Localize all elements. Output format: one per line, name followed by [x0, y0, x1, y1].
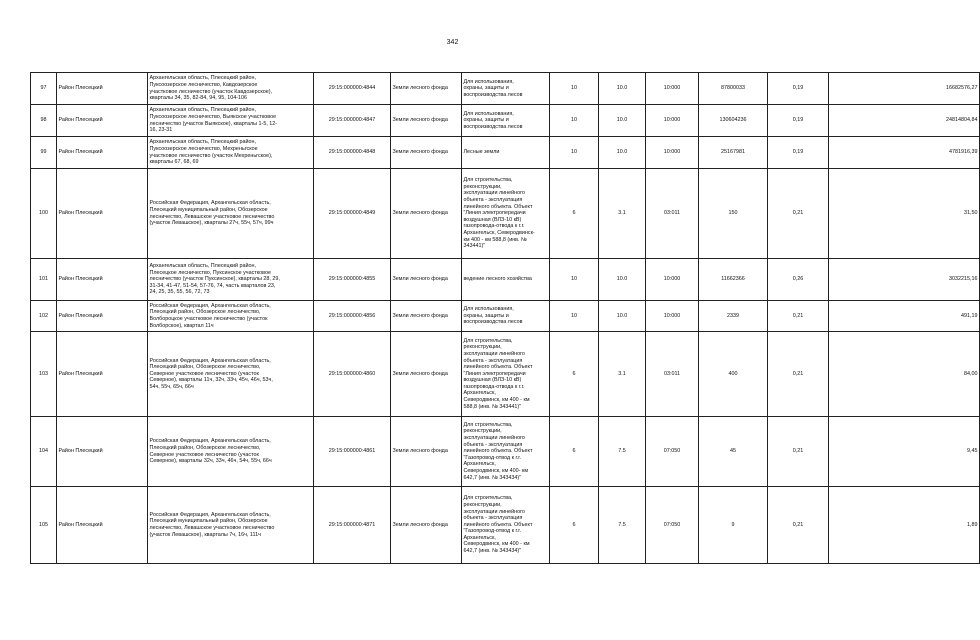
cadastral-number-cell: 29:15:000000:4844: [314, 73, 391, 105]
amount-cell: 4781916,39: [829, 137, 980, 169]
table-row: [31, 332, 980, 417]
table-row: [31, 137, 980, 169]
permitted-use-cell: Для строительства, реконструкции, эксплуатации линейного объекта - эксплуатация линейного объекта. Объект "Линия электропередачи воздушная (ВЛЗ-10 кВ) газопровода-отвода к г.г. Архангельск, Северодвинск- км 400 - км 588,8 (инв. № 343441)": [462, 169, 550, 259]
area-cell: 400: [699, 332, 768, 417]
land-category-cell: Земли лесного фонда: [391, 105, 462, 137]
location-cell: Архангельская область, Плесецкий район, Пуксоозерское лесничество, Выякское участковое лесничество (участок Выякское), кварталы 1-5, 12- 16, 23-31: [148, 105, 314, 137]
row-number: 102: [31, 301, 57, 332]
classifier-cell: 10:000: [646, 105, 699, 137]
row-number: 104: [31, 417, 57, 487]
area-cell: 2339: [699, 301, 768, 332]
cadastral-number-cell: 29:15:000000:4847: [314, 105, 391, 137]
amount-cell: 491,19: [829, 301, 980, 332]
district-cell: Район Плесецкий: [57, 105, 148, 137]
area-cell: 25167981: [699, 137, 768, 169]
location-cell: Российская Федерация, Архангельская область, Плесецкий муниципальный район, Обозерское лесничество, Левашское участковое лесничество (участок Левашское), кварталы 7ч, 16ч, 111ч: [148, 487, 314, 564]
land-category-cell: Земли лесного фонда: [391, 259, 462, 301]
amount-cell: 24814804,84: [829, 105, 980, 137]
cadastral-number-cell: 29:15:000000:4849: [314, 169, 391, 259]
classifier-cell: 03:011: [646, 332, 699, 417]
land-category-cell: Земли лесного фонда: [391, 487, 462, 564]
cadastral-number-cell: 29:15:000000:4848: [314, 137, 391, 169]
district-cell: Район Плесецкий: [57, 259, 148, 301]
area-cell: 87800033: [699, 73, 768, 105]
location-cell: Российская Федерация, Архангельская область, Плесецкий район, Обозерское лесничество, Волбороцкое участковое лесничество (участок Волборское), квартал 11ч: [148, 301, 314, 332]
classifier-cell: 07:050: [646, 417, 699, 487]
amount-cell: 9,45: [829, 417, 980, 487]
permitted-use-cell: Для строительства, реконструкции, эксплуатации линейного объекта - эксплуатация линейного объекта. Объект "Газопровод-отвод к г.г. Архангельск, Северодвинск, км 400- км 642,7 (инв. № 343434)": [462, 417, 550, 487]
cadastral-number-cell: 29:15:000000:4860: [314, 332, 391, 417]
amount-cell: 3032215,16: [829, 259, 980, 301]
cadastral-number-cell: 29:15:000000:4871: [314, 487, 391, 564]
permitted-use-cell: Для использования, охраны, защиты и воспроизводства лесов: [462, 73, 550, 105]
rate-cell: 0,21: [768, 332, 829, 417]
table-row: [31, 301, 980, 332]
code-cell: 6: [550, 487, 599, 564]
row-number: 103: [31, 332, 57, 417]
area-cell: 9: [699, 487, 768, 564]
area-cell: 150: [699, 169, 768, 259]
location-cell: Российская Федерация, Архангельская область, Плесецкий муниципальный район, Обозерское лесничество, Левашское участковое лесничество (участок Левашское), кварталы 27ч, 55ч, 57ч, 99ч: [148, 169, 314, 259]
subcode-cell: 3.1: [599, 169, 646, 259]
permitted-use-cell: Для строительства, реконструкции, эксплуатации линейного объекта - эксплуатация линейного объекта. Объект "Газопровод-отвод к г.г. Архангельск, Северодвинск, км 400 - км 642,7 (инв. № 343434)": [462, 487, 550, 564]
amount-cell: 31,50: [829, 169, 980, 259]
table-row: [31, 73, 980, 105]
permitted-use-cell: Лесные земли: [462, 137, 550, 169]
classifier-cell: 10:000: [646, 137, 699, 169]
cadastral-number-cell: 29:15:000000:4855: [314, 259, 391, 301]
code-cell: 6: [550, 332, 599, 417]
code-cell: 10: [550, 73, 599, 105]
rate-cell: 0,19: [768, 73, 829, 105]
land-category-cell: Земли лесного фонда: [391, 332, 462, 417]
area-cell: 11662366: [699, 259, 768, 301]
code-cell: 10: [550, 105, 599, 137]
rate-cell: 0,19: [768, 105, 829, 137]
subcode-cell: 10.0: [599, 259, 646, 301]
rate-cell: 0,21: [768, 301, 829, 332]
classifier-cell: 07:050: [646, 487, 699, 564]
subcode-cell: 10.0: [599, 301, 646, 332]
location-cell: Российская Федерация, Архангельская область, Плесецкий район, Обозерское лесничество, Северное участковое лесничество (участок Северное), кварталы 11ч, 32ч, 33ч, 45ч, 46ч, 53ч, 54ч, 55ч, 65ч, 66ч: [148, 332, 314, 417]
district-cell: Район Плесецкий: [57, 137, 148, 169]
land-category-cell: Земли лесного фонда: [391, 417, 462, 487]
subcode-cell: 7.5: [599, 487, 646, 564]
classifier-cell: 10:000: [646, 301, 699, 332]
row-number: 98: [31, 105, 57, 137]
row-number: 105: [31, 487, 57, 564]
code-cell: 10: [550, 259, 599, 301]
subcode-cell: 10.0: [599, 137, 646, 169]
rate-cell: 0,21: [768, 417, 829, 487]
amount-cell: 16682576,27: [829, 73, 980, 105]
permitted-use-cell: Для использования, охраны, защиты и воспроизводства лесов: [462, 301, 550, 332]
land-category-cell: Земли лесного фонда: [391, 137, 462, 169]
classifier-cell: 10:000: [646, 73, 699, 105]
subcode-cell: 7.5: [599, 417, 646, 487]
table-row: [31, 487, 980, 564]
location-cell: Архангельская область, Плесецкий район, Пуксоозерское лесничество, Мехреньгское участковое лесничество (участок Мехреньгское), кварталы 67, 68, 69: [148, 137, 314, 169]
land-category-cell: Земли лесного фонда: [391, 169, 462, 259]
district-cell: Район Плесецкий: [57, 73, 148, 105]
cadastral-number-cell: 29:15:000000:4861: [314, 417, 391, 487]
classifier-cell: 10:000: [646, 259, 699, 301]
amount-cell: 1,89: [829, 487, 980, 564]
permitted-use-cell: Для строительства, реконструкции, эксплуатации линейного объекта - эксплуатация линейного объекта. Объект "Линия электропередачи воздушная (ВЛЗ-10 кВ) газопровода-отвода к г.г. Архангельск, Северодвинск, км 400 - км 588,8 (инв. № 343441)": [462, 332, 550, 417]
district-cell: Район Плесецкий: [57, 417, 148, 487]
table-body: [31, 73, 980, 564]
row-number: 99: [31, 137, 57, 169]
code-cell: 10: [550, 301, 599, 332]
table-row: [31, 169, 980, 259]
land-category-cell: Земли лесного фонда: [391, 73, 462, 105]
subcode-cell: 10.0: [599, 105, 646, 137]
district-cell: Район Плесецкий: [57, 301, 148, 332]
land-category-cell: Земли лесного фонда: [391, 301, 462, 332]
code-cell: 6: [550, 169, 599, 259]
permitted-use-cell: Для использования, охраны, защиты и воспроизводства лесов: [462, 105, 550, 137]
page-number: 342: [446, 39, 459, 46]
location-cell: Архангельская область, Плесецкий район, Пуксоозерское лесничество, Кавдозерское участковое лесничество (участок Кавдозерское), кварталы 34, 35, 82-84, 94, 95, 104-106: [148, 73, 314, 105]
amount-cell: 84,00: [829, 332, 980, 417]
rate-cell: 0,21: [768, 487, 829, 564]
district-cell: Район Плесецкий: [57, 487, 148, 564]
table-row: [31, 417, 980, 487]
code-cell: 6: [550, 417, 599, 487]
rate-cell: 0,26: [768, 259, 829, 301]
classifier-cell: 03:011: [646, 169, 699, 259]
table-row: [31, 259, 980, 301]
subcode-cell: 3.1: [599, 332, 646, 417]
code-cell: 10: [550, 137, 599, 169]
area-cell: 130604236: [699, 105, 768, 137]
location-cell: Архангельская область, Плесецкий район, Плесецкое лесничество, Пуксинское участковое лесничество (участок Пуксинское), кварталы 28, 29, 31-34, 41-47, 51-54, 57-76, 74, часть кварталов 23, 24, 25, 35, 55, 56, 72, 73: [148, 259, 314, 301]
cadastral-number-cell: 29:15:000000:4856: [314, 301, 391, 332]
row-number: 97: [31, 73, 57, 105]
rate-cell: 0,19: [768, 137, 829, 169]
row-number: 100: [31, 169, 57, 259]
table-row: [31, 105, 980, 137]
subcode-cell: 10.0: [599, 73, 646, 105]
land-plots-table: [30, 72, 980, 564]
permitted-use-cell: ведение лесного хозяйства: [462, 259, 550, 301]
location-cell: Российская Федерация, Архангельская область, Плесецкий район, Обозерское лесничество, Северное участковое лесничество (участок Северное), кварталы 32ч, 33ч, 46ч, 54ч, 55ч, 66ч: [148, 417, 314, 487]
district-cell: Район Плесецкий: [57, 169, 148, 259]
row-number: 101: [31, 259, 57, 301]
rate-cell: 0,21: [768, 169, 829, 259]
area-cell: 45: [699, 417, 768, 487]
district-cell: Район Плесецкий: [57, 332, 148, 417]
